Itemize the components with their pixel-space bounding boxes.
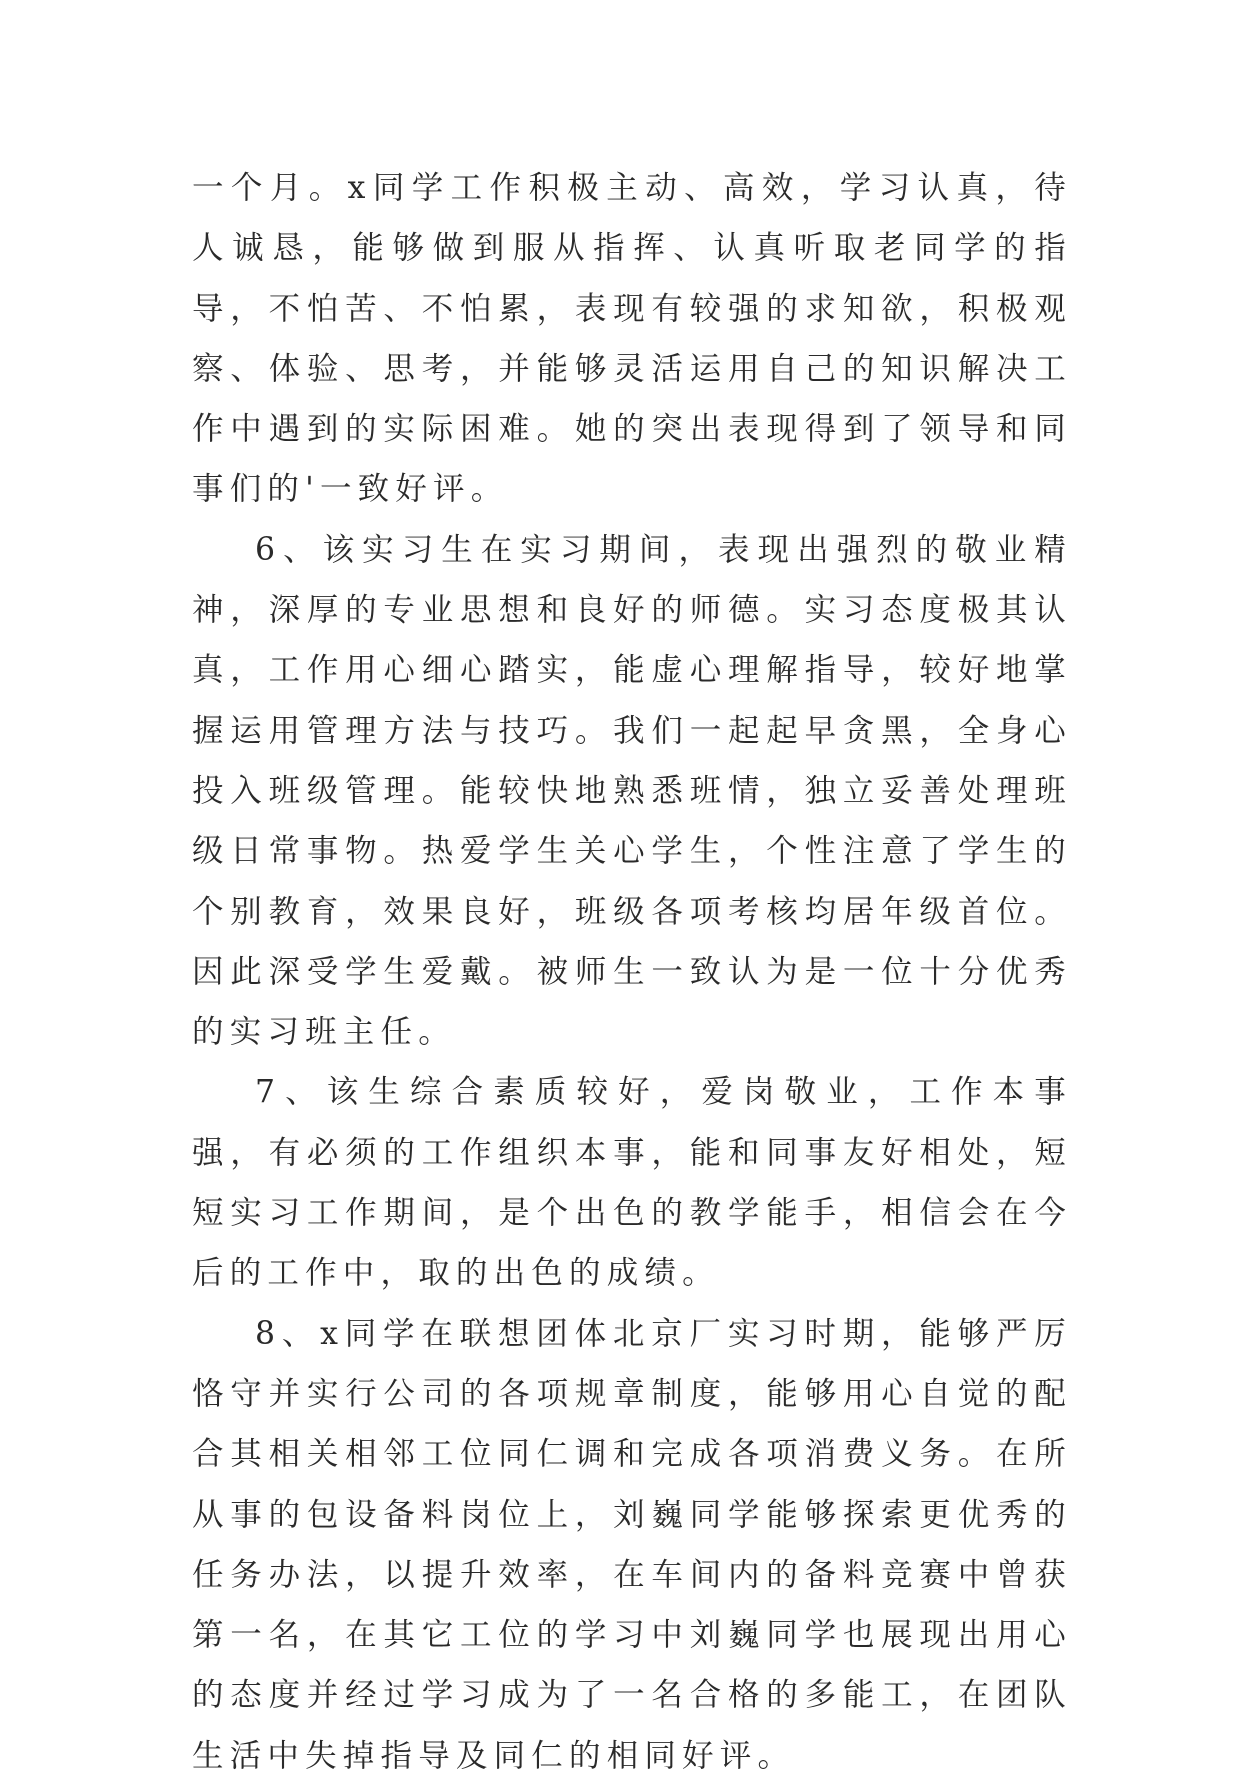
paragraph-item-8: 8、x同学在联想团体北京厂实习时期，能够严厉恪守并实行公司的各项规章制度，能够用心自觉的配合其相关相邻工位同仁调和完成各项消费义务。在所从事的包设备料岗位上，刘巍同学能够探索更优秀的任务办法，以提升效率，在车间内的备料竞赛中曾获第一名，在其它工位的学习中刘巍同学也展现出用心的态度并经过学习成为了一名合格的多能工，在团队生活中失掉指导及同仁的相同好评。 <box>192 1315 1072 1774</box>
document-body <box>192 158 1072 1786</box>
paragraph-item-6: 6、该实习生在实习期间，表现出强烈的敬业精神，深厚的专业思想和良好的师德。实习态度极其认真，工作用心细心踏实，能虚心理解指导，较好地掌握运用管理方法与技巧。我们一起起早贪黑，全身心投入班级管理。能较快地熟悉班情，独立妥善处理班级日常事物。热爱学生关心学生，个性注意了学生的个别教育，效果良好，班级各项考核均居年级首位。因此深受学生爱戴。被师生一致认为是一位十分优秀的实习班主任。 <box>192 531 1072 1051</box>
paragraph-continuation: 一个月。x同学工作积极主动、高效，学习认真，待人诚恳，能够做到服从指挥、认真听取老同学的指导，不怕苦、不怕累，表现有较强的求知欲，积极观察、体验、思考，并能够灵活运用自己的知识解决工作中遇到的实际困难。她的突出表现得到了领导和同事们的'一致好评。 <box>192 170 1072 508</box>
paragraph-item-7: 7、该生综合素质较好，爱岗敬业，工作本事强，有必须的工作组织本事，能和同事友好相处，短短实习工作期间，是个出色的教学能手，相信会在今后的工作中，取的出色的成绩。 <box>192 1074 1072 1292</box>
